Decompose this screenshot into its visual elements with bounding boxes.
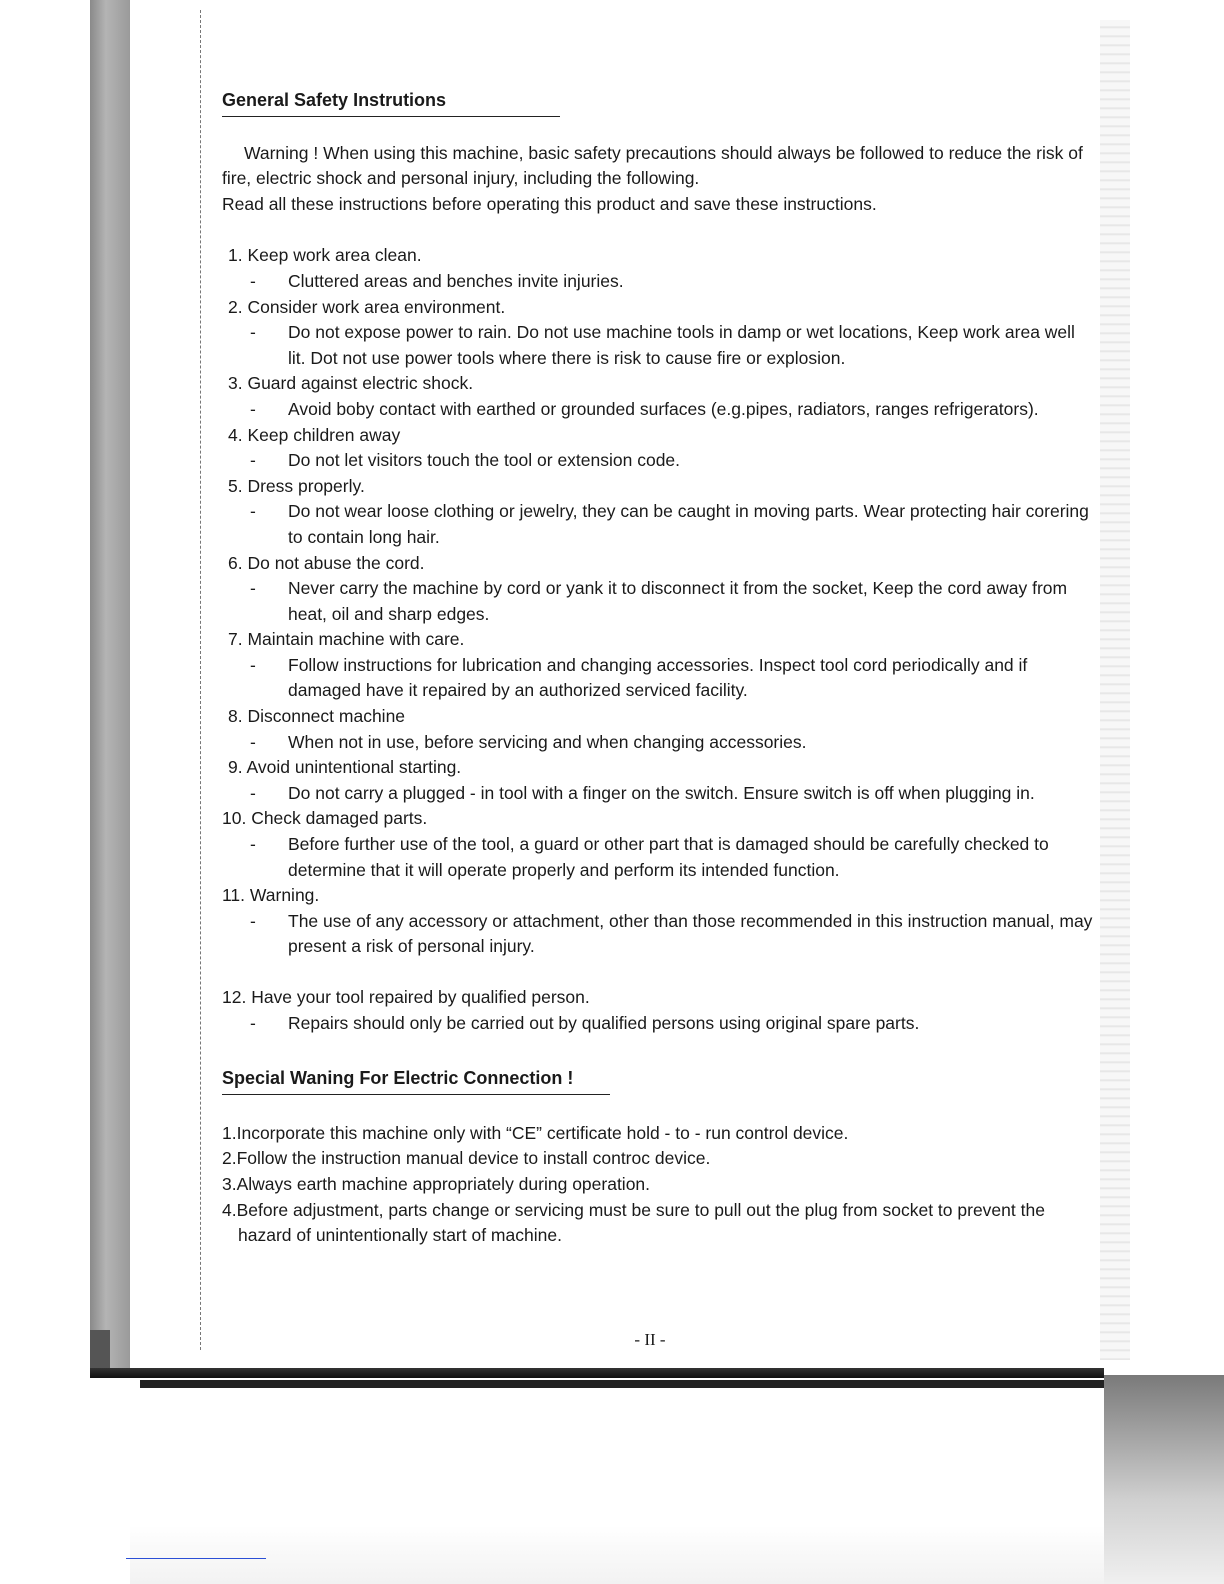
list-item (222, 551, 1094, 628)
dash-bullet: - (250, 501, 256, 522)
scan-right-edge (1100, 20, 1130, 1360)
item-desc-text: Do not wear loose clothing or jewelry, they can be caught in moving parts. Wear protecting hair corering to contain long hair. (288, 501, 1089, 547)
list-item (222, 243, 1094, 294)
item-title: 5. Dress properly. (228, 475, 365, 496)
list-item (222, 295, 1094, 372)
item-desc (222, 1011, 1094, 1037)
page-title: General Safety Instrutions (222, 88, 560, 117)
dash-bullet: - (250, 322, 256, 343)
page-number: - II - (634, 1330, 666, 1349)
item-title: 2. Consider work area environment. (228, 296, 506, 317)
list-item (222, 985, 1094, 1036)
item-desc-text: Never carry the machine by cord or yank it to disconnect it from the socket, Keep the cord away from heat, oil and sharp edges. (288, 578, 1068, 624)
special-item: 4.Before adjustment, parts change or servicing must be sure to pull out the plug from socket to prevent the (222, 1199, 1045, 1220)
dash-bullet: - (250, 450, 256, 471)
item-desc (222, 832, 1094, 883)
item-desc-text: Cluttered areas and benches invite injuries. (288, 270, 624, 291)
list-item (222, 806, 1094, 883)
item-title: 10. Check damaged parts. (222, 808, 428, 829)
item-title: 8. Disconnect machine (228, 706, 406, 727)
list-item (222, 423, 1094, 474)
dash-bullet: - (250, 782, 256, 803)
scan-bottom-edge-lower (140, 1380, 1104, 1388)
item-desc-text: Do not expose power to rain. Do not use machine tools in damp or wet locations, Keep work area well lit. Dot not use power tools where there is risk to cause fire or explosion. (288, 322, 1075, 368)
item-desc-text: Avoid boby contact with earthed or grounded surfaces (e.g.pipes, radiators, ranges refrigerators). (288, 398, 1039, 419)
item-desc-text: The use of any accessory or attachment, other than those recommended in this instruction manual, may present a risk of personal injury. (288, 910, 1093, 957)
scan-bottom-edge (90, 1368, 1104, 1378)
dash-bullet: - (250, 910, 256, 931)
item-desc (222, 909, 1094, 960)
list-item (222, 474, 1094, 551)
scan-binding-strip (90, 0, 130, 1370)
item-desc (222, 499, 1094, 550)
item-desc (222, 320, 1094, 371)
list-item (222, 627, 1094, 704)
dash-bullet: - (250, 1012, 256, 1033)
item-desc (222, 397, 1094, 423)
dash-bullet: - (250, 270, 256, 291)
item-title: 3. Guard against electric shock. (228, 373, 474, 394)
item-desc (222, 781, 1094, 807)
safety-list (222, 243, 1094, 1036)
item-desc (222, 653, 1094, 704)
item-desc-text: Follow instructions for lubrication and changing accessories. Inspect tool cord periodically and if damaged have it repaired by an authorized serviced facility. (288, 654, 1028, 701)
item-title: 9. Avoid unintentional starting. (228, 757, 462, 778)
item-title: 4. Keep children away (228, 424, 401, 445)
item-desc (222, 269, 1094, 295)
special-warning-title: Special Waning For Electric Connection ! (222, 1066, 610, 1095)
special-item: 2.Follow the instruction manual device to install controc device. (222, 1148, 711, 1169)
item-title: 6. Do not abuse the cord. (228, 552, 425, 573)
special-item: 1.Incorporate this machine only with “CE” certificate hold - to - run control device. (222, 1122, 849, 1143)
list-item (222, 371, 1094, 422)
scan-lower-area (130, 1390, 1104, 1584)
intro-warning: Warning ! When using this machine, basic safety precautions should always be followed to reduce the risk of fire, electric shock and personal injury, including the following. (222, 142, 1083, 189)
item-desc-text: Before further use of the tool, a guard or other part that is damaged should be carefully checked to determine that it will operate properly and perform its intended function. (288, 834, 1049, 880)
dash-bullet: - (250, 398, 256, 419)
item-desc (222, 576, 1094, 627)
item-desc-text: Do not let visitors touch the tool or extension code. (288, 450, 681, 471)
list-item (222, 883, 1094, 960)
item-title: 1. Keep work area clean. (228, 245, 422, 266)
special-warning-section (222, 1066, 1094, 1249)
special-item: 3.Always earth machine appropriately during operation. (222, 1173, 651, 1194)
item-desc (222, 448, 1094, 474)
list-item (222, 704, 1094, 755)
document-page (222, 88, 1094, 1249)
intro (222, 141, 1094, 218)
item-desc-text: Repairs should only be carried out by qualified persons using original spare parts. (288, 1012, 920, 1033)
item-desc-text: Do not carry a plugged - in tool with a finger on the switch. Ensure switch is off when plugging in. (288, 782, 1035, 803)
intro-read-instructions: Read all these instructions before operating this product and save these instructions. (222, 193, 877, 214)
spacer (222, 960, 1094, 985)
special-warning-list (222, 1121, 1094, 1249)
cut-line (200, 10, 201, 1350)
item-desc-text: When not in use, before servicing and when changing accessories. (288, 731, 807, 752)
scan-corner-shade (1104, 1375, 1224, 1584)
item-title: 11. Warning. (222, 885, 320, 906)
dash-bullet: - (250, 731, 256, 752)
item-title: 12. Have your tool repaired by qualified person. (222, 987, 590, 1007)
scan-blue-mark (126, 1558, 266, 1559)
dash-bullet: - (250, 578, 256, 599)
list-item (222, 755, 1094, 806)
item-desc (222, 730, 1094, 756)
special-item-continuation: hazard of unintentionally start of machine. (238, 1225, 562, 1246)
dash-bullet: - (250, 654, 256, 675)
item-title: 7. Maintain machine with care. (228, 629, 465, 650)
dash-bullet: - (250, 834, 256, 855)
